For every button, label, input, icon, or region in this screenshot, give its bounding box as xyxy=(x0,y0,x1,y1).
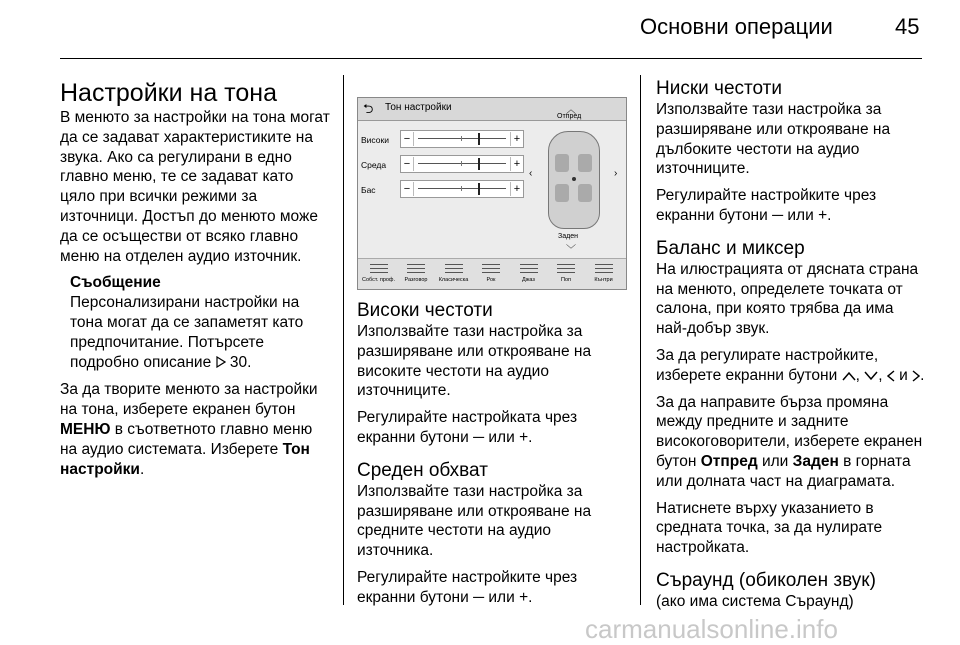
quick-change-paragraph xyxy=(656,393,926,492)
preset-button[interactable] xyxy=(400,261,433,288)
preset-label: Джаз xyxy=(522,277,535,283)
slider-track xyxy=(418,188,506,189)
slider-knob[interactable] xyxy=(478,158,480,170)
note-text xyxy=(70,293,330,372)
preset-label: Разговор xyxy=(404,277,428,283)
heading-high: Високи честоти xyxy=(357,300,493,321)
minus-icon: ─ xyxy=(772,206,784,224)
preset-label: Кънтри xyxy=(594,277,613,283)
equalizer-icon xyxy=(482,263,500,275)
low-adjust-paragraph xyxy=(656,186,926,226)
surround-paragraph: (ако има система Съраунд) xyxy=(656,592,854,610)
front-left-seat xyxy=(555,154,569,172)
or-text: или xyxy=(488,428,515,446)
chevron-up-icon[interactable]: ︿ xyxy=(566,105,576,116)
heading-surround: Съраунд (обиколен звук) xyxy=(656,569,876,591)
column-3 xyxy=(656,78,926,619)
low-adjust-text: Регулирайте настройките чрез екранни бутони xyxy=(656,187,877,224)
treble-slider[interactable] xyxy=(400,130,524,148)
quick-text-a: За да направите бърза промяна между предните и задните високоговорители, изберете екранен бутон xyxy=(656,393,923,470)
column-divider-2 xyxy=(640,75,641,605)
front-label[interactable]: Отпред xyxy=(557,113,582,120)
section-heading-tone: Настройки на тона xyxy=(60,79,277,107)
preset-label: Рок xyxy=(486,277,496,283)
balance-adjust-paragraph xyxy=(656,346,926,386)
high-adjust-paragraph xyxy=(357,408,627,448)
open-menu-text-end: . xyxy=(139,460,145,478)
preset-label: Собст. проф. xyxy=(362,277,395,283)
mid-slider[interactable] xyxy=(400,155,524,173)
minus-icon[interactable]: − xyxy=(401,182,414,196)
car-outline xyxy=(548,131,600,229)
high-paragraph: Използвайте тази настройка за разширяване или открояване на високите честоти на аудио източниците. xyxy=(357,323,592,400)
open-menu-paragraph xyxy=(60,380,330,479)
quick-text-b: в горната или долната част на диаграмата. xyxy=(656,452,911,490)
slider-center-tick xyxy=(461,136,462,141)
heading-low: Ниски честоти xyxy=(656,78,782,99)
slider-center-tick xyxy=(461,161,462,166)
chevron-down-icon xyxy=(864,367,878,384)
slider-knob[interactable] xyxy=(478,183,480,195)
high-adjust-text: Регулирайте настройката чрез екранни бутони xyxy=(357,409,578,446)
low-paragraph: Използвайте тази настройка за разширяване или открояване на дълбоките честоти на аудио източниците. xyxy=(656,101,891,178)
tap-paragraph: Натиснете върху указанието в средната точка, за да нулирате настройката. xyxy=(656,499,883,557)
column-2 xyxy=(357,300,627,615)
watermark: carmanualsonline.info xyxy=(585,614,838,644)
balance-paragraph: На илюстрацията от дясната страна на менюто, определете точката от салона, при която трябва да има най-добър звук. xyxy=(656,260,919,338)
tone-settings-screen xyxy=(357,97,627,290)
minus-icon: ─ xyxy=(473,588,485,606)
mid-adjust-text: Регулирайте настройките чрез екранни бутони xyxy=(357,568,578,606)
or-text: или xyxy=(488,588,515,606)
front-right-seat xyxy=(578,154,592,172)
listening-point-dot[interactable] xyxy=(572,177,576,181)
menu-term: МЕНЮ xyxy=(60,420,111,438)
preset-button[interactable] xyxy=(437,261,470,288)
preset-button[interactable] xyxy=(362,261,395,288)
balance-fader-diagram[interactable] xyxy=(528,101,624,256)
minus-icon: ─ xyxy=(473,428,485,446)
note-page-ref: 30. xyxy=(229,353,252,371)
rear-term: Заден xyxy=(792,452,839,470)
equalizer-icon xyxy=(445,263,463,275)
equalizer-icon xyxy=(595,263,613,275)
tone-settings-term: Тон настройки xyxy=(60,440,310,478)
note-title: Съобщение xyxy=(70,274,161,292)
preset-button[interactable] xyxy=(475,261,508,288)
equalizer-icon xyxy=(407,263,425,275)
mid-adjust-paragraph xyxy=(357,568,627,608)
or-text: или xyxy=(787,206,814,224)
note-body: Персонализирани настройки на тона могат да се запаметят като предпочитание. Потърсете подробно описание xyxy=(70,294,304,371)
mid-paragraph: Използвайте тази настройка за разширяване или открояване на средните честоти на аудио източника. xyxy=(357,482,592,560)
preset-button[interactable] xyxy=(512,261,545,288)
slider-knob[interactable] xyxy=(478,133,480,145)
or-text: или xyxy=(761,452,789,470)
rear-left-seat xyxy=(555,184,569,202)
rear-right-seat xyxy=(578,184,592,202)
intro-paragraph: В менюто за настройки на тона могат да се задават характеристиките на звука. Ако са регулирани в едно главно меню, те се задават като цяло при всички режими за източници. Достъп до менюто може да се осъществи от всяко главно меню на отделен аудио източник. xyxy=(60,109,330,265)
preset-label: Класическа xyxy=(438,277,469,283)
plus-icon: +. xyxy=(519,588,533,606)
plus-icon: +. xyxy=(519,428,533,446)
slider-track xyxy=(418,163,506,164)
page-ref-icon xyxy=(216,354,230,371)
bass-slider[interactable] xyxy=(400,180,524,198)
preset-label: Поп xyxy=(561,277,571,283)
page-header-title: Основни операции xyxy=(640,14,833,39)
chevron-right-icon xyxy=(912,367,920,384)
chevron-down-icon[interactable]: ﹀ xyxy=(566,245,576,256)
balance-adjust-text: За да регулирате настройките, изберете екранни бутони xyxy=(656,346,879,384)
mid-label: Среда xyxy=(361,160,387,170)
and-text: и xyxy=(899,366,908,384)
equalizer-icon xyxy=(520,263,538,275)
chevron-right-icon[interactable]: › xyxy=(614,168,618,179)
column-divider-1 xyxy=(343,75,344,605)
note-box xyxy=(70,273,330,372)
front-term: Отпред xyxy=(700,452,758,470)
plus-icon[interactable]: + xyxy=(510,132,523,146)
separator-text: , xyxy=(878,366,883,384)
heading-mid: Среден обхват xyxy=(357,459,488,481)
open-menu-text-b: в съответното главно меню на аудио системата. Изберете xyxy=(60,420,313,458)
minus-icon[interactable]: − xyxy=(401,132,414,146)
preset-button[interactable] xyxy=(550,261,583,288)
screen-title: Тон настройки xyxy=(385,102,452,113)
chevron-left-icon xyxy=(887,367,895,384)
page-number: 45 xyxy=(895,14,920,39)
heading-balance: Баланс и миксер xyxy=(656,237,805,259)
header-rule xyxy=(60,58,922,59)
equalizer-icon xyxy=(370,263,388,275)
preset-button[interactable] xyxy=(587,261,620,288)
slider-center-tick xyxy=(461,186,462,191)
back-arrow-icon[interactable]: ⮌ xyxy=(363,101,374,116)
plus-icon[interactable]: + xyxy=(510,182,523,196)
end-text: . xyxy=(920,366,925,384)
treble-label: Високи xyxy=(361,135,389,145)
separator-text: , xyxy=(855,366,860,384)
open-menu-text-a: За да творите менюто за настройки на тона, изберете екранен бутон xyxy=(60,381,318,419)
plus-icon: +. xyxy=(818,206,832,224)
bass-label: Бас xyxy=(361,185,376,195)
column-1 xyxy=(60,78,330,486)
equalizer-icon xyxy=(557,263,575,275)
chevron-up-icon xyxy=(842,367,856,384)
chevron-left-icon[interactable]: ‹ xyxy=(529,168,533,179)
slider-track xyxy=(418,138,506,139)
preset-bar xyxy=(358,258,626,290)
plus-icon[interactable]: + xyxy=(510,157,523,171)
minus-icon[interactable]: − xyxy=(401,157,414,171)
rear-label[interactable]: Заден xyxy=(558,233,578,240)
